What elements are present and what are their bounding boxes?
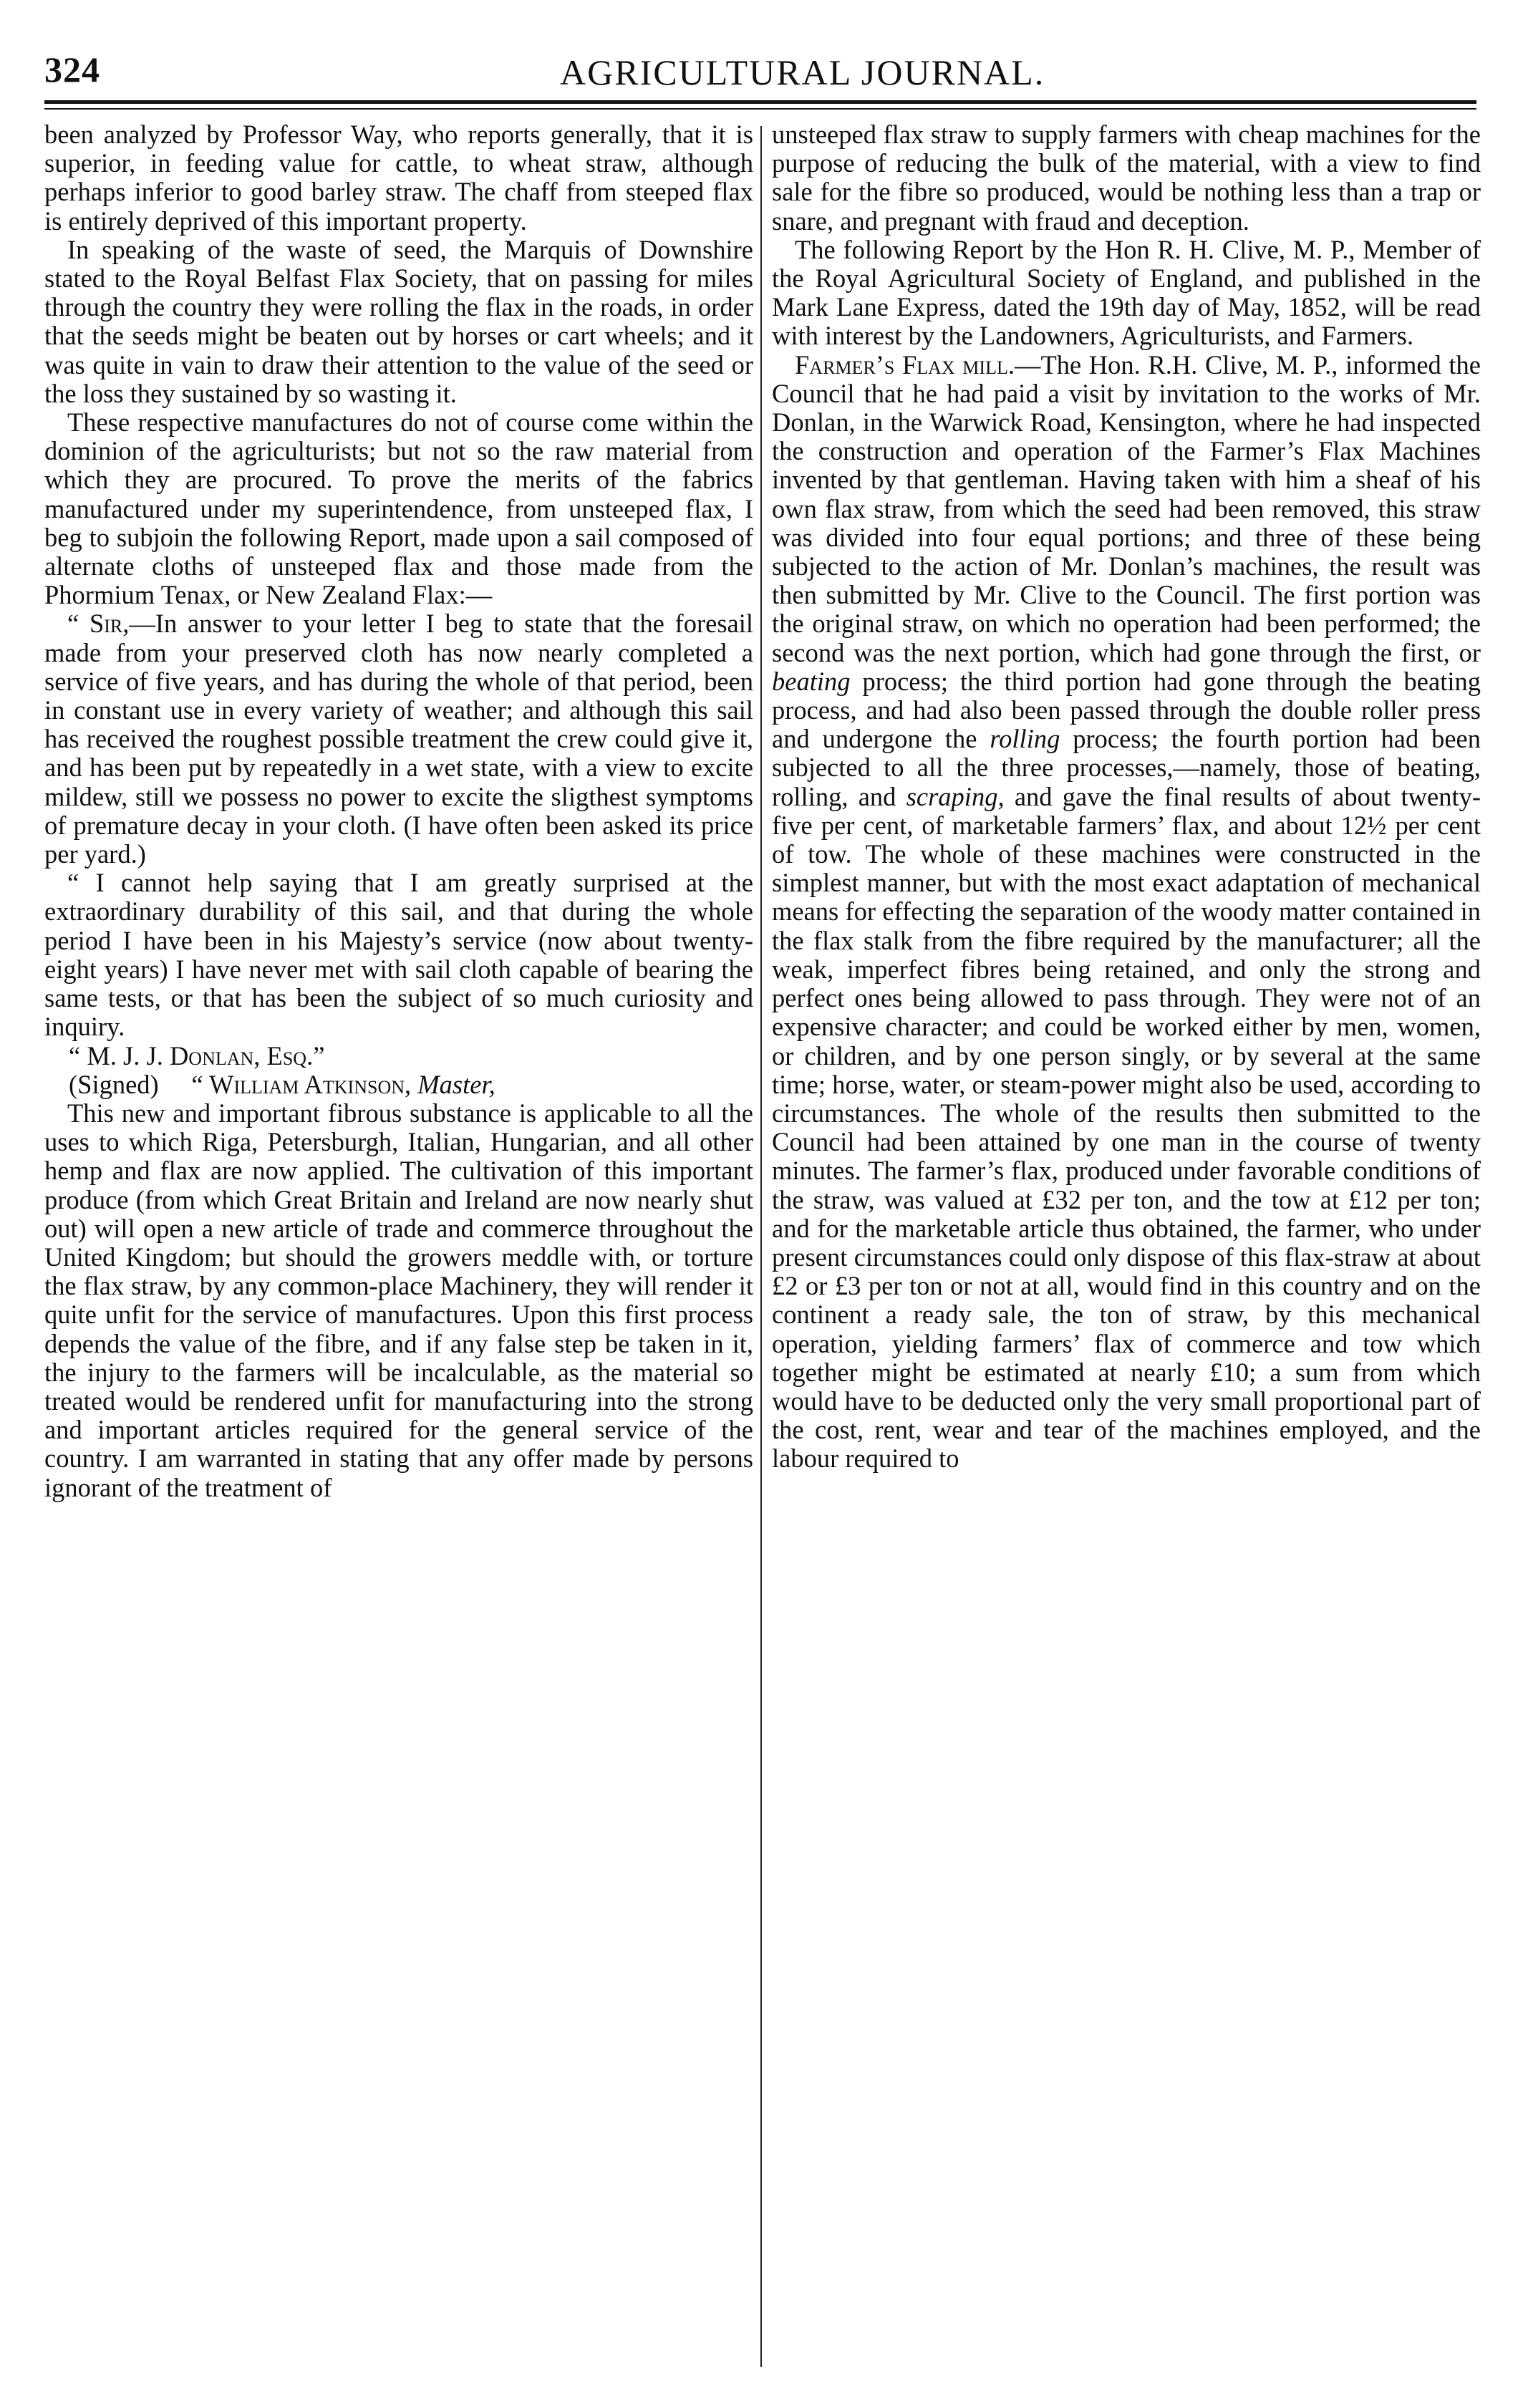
letter-paragraph: “ I cannot help saying that I am greatly surprised at the extraordinary durability of this sail, and that during the whole period I have been in his Majesty’s service (now about twenty-eight years) I have never met with sail cloth capable of bearing the same tests, or that has been the subject of so much curiosity and inquiry. [44, 868, 753, 1042]
signature-line [44, 1070, 753, 1099]
paragraph: This new and important fibrous substance is applicable to all the uses to which Riga, Petersburgh, Italian, Hungarian, and all other hemp and flax are now applied. The cultivation of this important produce (from which Great Britain and Ireland are now nearly shut out) will open a new article of trade and commerce throughout the United Kingdom; but should the growers meddle with, or torture the flax straw, by any common-place Machinery, they will render it quite unfit for the service of manufactures. Upon this first process depends the value of the fibre, and if any false step be taken in it, the injury to the farmers will be incalculable, as the material so treated would be rendered unfit for manufacturing into the strong and important articles required for the general service of the country. I am warranted in stating that any offer made by persons ignorant of the treatment of [44, 1098, 753, 1502]
paragraph [772, 351, 1481, 1474]
header-rule-thick [44, 100, 1476, 104]
letter-addressee: “ M. J. J. Donlan, Esq.” [69, 1040, 325, 1070]
page-header [44, 42, 1476, 106]
emphasis-rolling: rolling [990, 724, 1060, 754]
paragraph: been analyzed by Professor Way, who reports generally, that it is superior, in feeding value for cattle, to wheat straw, although perhaps inferior to good barley straw. The chaff from steeped flax is entirely deprived of this important property. [44, 120, 753, 236]
section-heading: Farmer’s Flax mill. [795, 349, 1015, 379]
paragraph-text: —The Hon. R.H. Clive, M. P., informed the Council that he had paid a visit by invitation to the works of Mr. Donlan, in the Warwick Road, Kensington, where he had inspected the construction and operation of the Farmer’s Flax Machines invented by that gentleman. Having taken with him a sheaf of his own flax straw, from which the seed had been removed, this straw was divided into four equal portions; and three of these being subjected to the action of Mr. Donlan’s machines, the result was then submitted by Mr. Clive to the Council. The first portion was the original straw, on which no operation had been performed; the second was the next portion, which had gone through the first, or [772, 349, 1481, 667]
signed-title: Master, [417, 1069, 495, 1099]
header-rule-thin [44, 108, 1476, 110]
running-title: AGRICULTURAL JOURNAL. [560, 52, 1045, 92]
page-number: 324 [44, 49, 100, 90]
right-column [772, 120, 1481, 2369]
signed-label: (Signed) [69, 1069, 159, 1099]
paragraph-text: process; the third portion had gone through the beating process, and had also been passed through the double roller press and undergone the [772, 666, 1481, 754]
column-divider [760, 126, 762, 2367]
emphasis-beating: beating [772, 666, 851, 696]
left-column [44, 120, 753, 2369]
emphasis-scraping: scraping, [906, 781, 1005, 811]
letter-salutation: “ Sir, [67, 609, 130, 639]
paragraph-text: process; the fourth portion had been subjected to all the three processes,—namely, those of beating, rolling, and [772, 724, 1481, 811]
paragraph: These respective manufactures do not of course come within the dominion of the agriculturists; but not so the raw material from which they are procured. To prove the merits of the fabrics manufactured under my superintendence, from unsteeped flax, I beg to subjoin the following Report, made upon a sail composed of alternate cloths of unsteeped flax and those made from the Phormium Tenax, or New Zealand Flax:— [44, 407, 753, 610]
paragraph: unsteeped flax straw to supply farmers with cheap machines for the purpose of reducing the bulk of the material, with a view to find sale for the fibre so produced, would be nothing less than a trap or snare, and pregnant with fraud and deception. [772, 120, 1481, 236]
signed-name: “ William Atkinson, [191, 1069, 412, 1099]
paragraph-text: and gave the final results of about twenty-five per cent, of marketable farmers’ flax, and about 12½ per cent of tow. The whole of these machines were constructed in the simplest manner, but with the most exact adaptation of mechanical means for effecting the separation of the woody matter contained in the flax stalk from the fibre required by the manufacturer; all the weak, imperfect fibres being retained, and only the strong and perfect ones being allowed to pass through. They were not of an expensive character; and could be worked either by men, women, or children, and by one person singly, or by several at the same time; horse, water, or steam-power might also be used, according to circumstances. The whole of the results then submitted to the Council had been attained by one man in the course of twenty minutes. The farmer’s flax, produced under favorable conditions of the straw, was valued at £32 per ton, and the tow at £12 per ton; and for the marketable article thus obtained, the farmer, who under present circumstances could only dispose of this flax-straw at about £2 or £3 per ton or not at all, would find in this country and on the continent a ready sale, the ton of straw, by this mechanical operation, yielding farmers’ flax of commerce and tow which together might be estimated at nearly £10; a sum from which would have to be deducted only the very small proportional part of the cost, rent, wear and tear of the machines employed, and the labour required to [772, 781, 1481, 1474]
letter-paragraph [44, 609, 753, 869]
letter-text: —In answer to your letter I beg to state that the foresail made from your preserved cloth has now nearly completed a service of five years, and has during the whole of that period, been in constant use in every variety of weather; and although this sail has received the roughest possible treatment the crew could give it, and has been put by repeatedly in a wet state, with a view to excite mildew, still we possess no power to excite the sligthest symptoms of premature decay in your cloth. (I have often been asked its price per yard.) [44, 609, 753, 869]
paragraph: The following Report by the Hon R. H. Clive, M. P., Member of the Royal Agricultural Society of England, and published in the Mark Lane Express, dated the 19th day of May, 1852, will be read with interest by the Landowners, Agriculturists, and Farmers. [772, 234, 1481, 351]
paragraph: In speaking of the waste of seed, the Marquis of Downshire stated to the Royal Belfast Flax Society, that on passing for miles through the country they were rolling the flax in the roads, in order that the seeds might be beaten out by horses or cart wheels; and it was quite in vain to draw their attention to the value of the seed or the loss they sustained by so wasting it. [44, 234, 753, 408]
